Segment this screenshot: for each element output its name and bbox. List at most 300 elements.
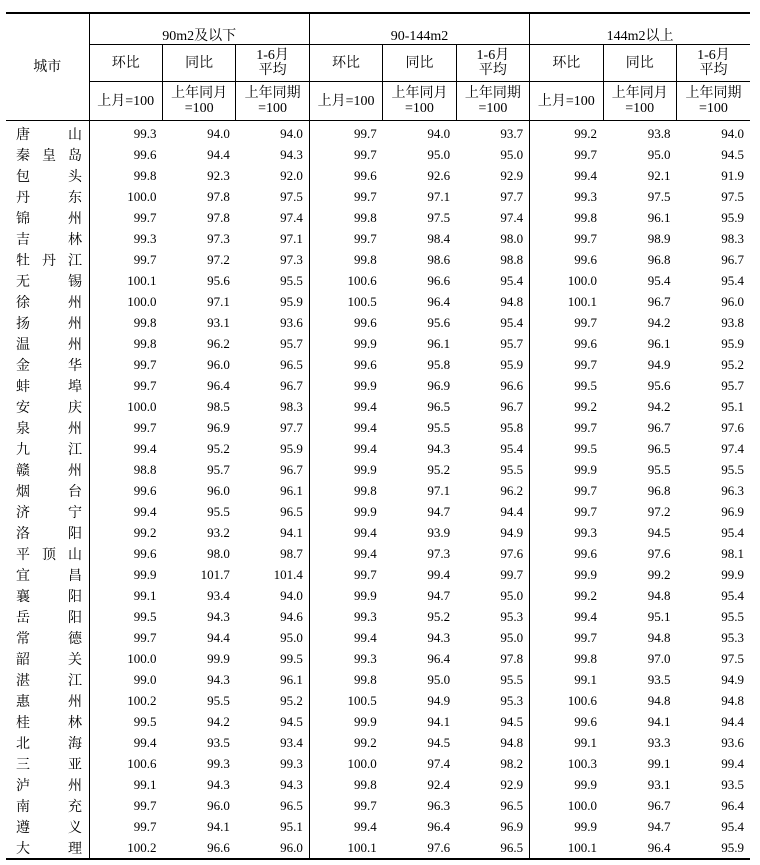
index-value-cell: 99.7 xyxy=(309,795,382,816)
index-value-cell: 99.8 xyxy=(309,207,382,228)
table-row xyxy=(6,291,750,312)
index-value-cell: 96.5 xyxy=(456,837,529,859)
index-value-cell: 95.0 xyxy=(500,146,524,162)
index-value-cell: 98.4 xyxy=(427,230,451,246)
index-value-cell: 93.8 xyxy=(647,125,671,141)
city-name: 常 德 xyxy=(16,631,82,647)
base-header-ytd-avg: 上年同期 =100 xyxy=(456,82,529,121)
sub-header-ytd-avg: 1-6月 平均 xyxy=(456,45,529,82)
index-value-cell: 99.3 xyxy=(309,648,382,669)
city-name: 温 州 xyxy=(16,337,82,353)
table-row xyxy=(6,249,750,270)
index-value-cell: 97.2 xyxy=(647,503,671,519)
index-value-cell: 99.4 xyxy=(309,438,382,459)
price-index-table-container xyxy=(6,12,750,860)
index-value-cell: 96.7 xyxy=(280,377,303,393)
index-value-cell: 98.3 xyxy=(280,398,303,414)
index-value-cell: 99.3 xyxy=(207,755,230,771)
city-cell xyxy=(6,417,89,438)
index-value-cell: 99.4 xyxy=(309,627,382,648)
index-value-cell: 94.0 xyxy=(427,125,451,141)
table-row xyxy=(6,396,750,417)
index-value-cell: 95.4 xyxy=(500,314,524,330)
index-value-cell: 99.3 xyxy=(89,228,162,249)
index-value-cell: 95.5 xyxy=(500,671,524,687)
city-cell xyxy=(6,480,89,501)
index-value-cell: 99.9 xyxy=(530,816,603,837)
index-value-cell: 94.0 xyxy=(280,125,303,141)
index-value-cell: 97.7 xyxy=(500,188,524,204)
index-value-cell: 93.4 xyxy=(207,587,230,603)
city-name: 吉 林 xyxy=(16,232,82,248)
index-value-cell: 94.8 xyxy=(500,293,524,309)
index-value-cell: 96.5 xyxy=(500,797,524,813)
index-value-cell: 100.3 xyxy=(530,753,603,774)
city-name: 泉 州 xyxy=(16,421,82,437)
index-value-cell: 95.8 xyxy=(500,419,524,435)
city-cell xyxy=(6,333,89,354)
index-value-cell: 99.7 xyxy=(89,249,162,270)
index-value-cell: 99.7 xyxy=(530,627,603,648)
index-value-cell: 99.7 xyxy=(530,354,603,375)
index-value-cell: 95.2 xyxy=(721,356,744,372)
index-value-cell: 92.3 xyxy=(207,167,230,183)
city-name: 唐 山 xyxy=(16,127,82,143)
city-name: 洛 阳 xyxy=(16,526,82,542)
city-cell xyxy=(6,228,89,249)
index-value-cell: 96.5 xyxy=(280,503,303,519)
city-name: 无 锡 xyxy=(16,274,82,290)
index-value-cell: 98.8 xyxy=(500,251,524,267)
index-value-cell: 99.4 xyxy=(89,732,162,753)
index-value-cell: 93.4 xyxy=(280,734,303,750)
city-cell xyxy=(6,690,89,711)
index-value-cell: 97.1 xyxy=(207,293,230,309)
index-value-cell: 93.6 xyxy=(280,314,303,330)
index-value-cell: 95.6 xyxy=(207,272,230,288)
index-value-cell: 96.0 xyxy=(721,293,744,309)
base-header-mom: 上月=100 xyxy=(530,82,603,121)
city-cell xyxy=(6,837,89,859)
index-value-cell: 100.5 xyxy=(309,291,382,312)
index-value-cell: 99.7 xyxy=(530,480,603,501)
city-name: 湛 江 xyxy=(16,673,82,689)
index-value-cell: 99.7 xyxy=(530,417,603,438)
index-value-cell: 98.9 xyxy=(647,230,671,246)
index-value-cell: 97.5 xyxy=(721,188,744,204)
index-value-cell: 97.1 xyxy=(280,230,303,246)
city-cell xyxy=(6,816,89,837)
index-value-cell: 94.3 xyxy=(280,776,303,792)
index-value-cell: 99.8 xyxy=(309,774,382,795)
index-value-cell: 96.1 xyxy=(647,335,671,351)
index-value-cell: 94.8 xyxy=(500,734,524,750)
index-value-cell: 99.7 xyxy=(309,144,382,165)
index-value-cell: 99.4 xyxy=(309,522,382,543)
index-value-cell: 92.0 xyxy=(280,167,303,183)
index-value-cell: 96.3 xyxy=(427,797,451,813)
index-value-cell: 95.1 xyxy=(721,398,744,414)
index-value-cell: 99.8 xyxy=(530,648,603,669)
index-value-cell: 95.4 xyxy=(721,818,744,834)
city-name: 岳 阳 xyxy=(16,610,82,626)
index-value-cell: 96.4 xyxy=(427,818,451,834)
index-value-cell: 94.5 xyxy=(280,713,303,729)
table-row xyxy=(6,333,750,354)
index-value-cell: 99.6 xyxy=(309,354,382,375)
city-cell xyxy=(6,249,89,270)
city-name: 九 江 xyxy=(16,442,82,458)
index-value-cell: 101.4 xyxy=(273,566,303,582)
index-value-cell: 93.9 xyxy=(427,524,451,540)
index-value-cell: 99.1 xyxy=(647,755,671,771)
index-value-cell: 94.4 xyxy=(207,146,230,162)
index-value-cell: 99.3 xyxy=(89,121,162,145)
index-value-cell: 99.6 xyxy=(530,543,603,564)
index-value-cell: 96.0 xyxy=(207,482,230,498)
index-value-cell: 97.7 xyxy=(280,419,303,435)
city-cell xyxy=(6,438,89,459)
index-value-cell: 99.7 xyxy=(89,375,162,396)
city-cell xyxy=(6,165,89,186)
city-name: 烟 台 xyxy=(16,484,82,500)
index-value-cell: 100.0 xyxy=(89,186,162,207)
index-value-cell: 92.6 xyxy=(427,167,451,183)
index-value-cell: 99.7 xyxy=(309,564,382,585)
index-value-cell: 94.3 xyxy=(280,146,303,162)
index-value-cell: 94.4 xyxy=(721,713,744,729)
city-cell xyxy=(6,291,89,312)
index-value-cell: 99.8 xyxy=(89,333,162,354)
table-row xyxy=(6,228,750,249)
index-value-cell: 95.1 xyxy=(280,818,303,834)
index-value-cell: 96.9 xyxy=(427,377,451,393)
index-value-cell: 97.5 xyxy=(721,650,744,666)
index-value-cell: 97.6 xyxy=(721,419,744,435)
index-value-cell: 98.3 xyxy=(721,230,744,246)
index-value-cell: 95.5 xyxy=(427,419,451,435)
city-name: 泸 州 xyxy=(16,778,82,794)
index-value-cell: 95.0 xyxy=(500,629,524,645)
index-value-cell: 100.1 xyxy=(530,837,603,859)
index-value-cell: 99.8 xyxy=(530,207,603,228)
index-value-cell: 99.7 xyxy=(309,186,382,207)
index-value-cell: 93.8 xyxy=(721,314,744,330)
index-value-cell: 94.8 xyxy=(647,692,671,708)
index-value-cell: 99.6 xyxy=(309,165,382,186)
index-value-cell: 100.6 xyxy=(309,270,382,291)
index-value-cell: 96.3 xyxy=(721,482,744,498)
index-value-cell: 91.9 xyxy=(721,167,744,183)
index-value-cell: 96.0 xyxy=(207,356,230,372)
city-name: 桂 林 xyxy=(16,715,82,731)
city-name: 南 充 xyxy=(16,799,82,815)
index-value-cell: 92.1 xyxy=(647,167,671,183)
city-cell xyxy=(6,396,89,417)
index-value-cell: 95.1 xyxy=(647,608,671,624)
index-value-cell: 99.3 xyxy=(309,606,382,627)
table-row xyxy=(6,732,750,753)
index-value-cell: 93.3 xyxy=(647,734,671,750)
index-value-cell: 94.3 xyxy=(427,629,451,645)
index-value-cell: 95.6 xyxy=(647,377,671,393)
table-row xyxy=(6,606,750,627)
city-name: 秦 皇 岛 xyxy=(16,148,82,164)
index-value-cell: 94.3 xyxy=(207,608,230,624)
index-value-cell: 96.1 xyxy=(647,209,671,225)
index-value-cell: 96.5 xyxy=(280,797,303,813)
sub-header-yoy: 同比 xyxy=(383,45,456,82)
index-value-cell: 99.8 xyxy=(309,480,382,501)
index-value-cell: 94.0 xyxy=(280,587,303,603)
city-name: 锦 州 xyxy=(16,211,82,227)
index-value-cell: 96.7 xyxy=(647,419,671,435)
index-value-cell: 99.7 xyxy=(89,354,162,375)
index-value-cell: 94.0 xyxy=(721,125,744,141)
index-value-cell: 97.4 xyxy=(500,209,524,225)
index-value-cell: 96.2 xyxy=(500,482,524,498)
index-value-cell: 100.1 xyxy=(89,270,162,291)
index-value-cell: 99.4 xyxy=(427,566,451,582)
index-value-cell: 99.9 xyxy=(207,650,230,666)
index-value-cell: 97.6 xyxy=(647,545,671,561)
sub-header-mom: 环比 xyxy=(309,45,382,82)
table-row xyxy=(6,186,750,207)
index-value-cell: 99.5 xyxy=(280,650,303,666)
index-value-cell: 94.7 xyxy=(427,587,451,603)
table-row xyxy=(6,543,750,564)
group-header-large: 144m2以上 xyxy=(530,13,750,45)
index-value-cell: 94.5 xyxy=(500,713,524,729)
index-value-cell: 95.7 xyxy=(280,335,303,351)
index-value-cell: 95.7 xyxy=(721,377,744,393)
index-value-cell: 99.6 xyxy=(530,711,603,732)
index-value-cell: 96.9 xyxy=(500,818,524,834)
index-value-cell: 100.0 xyxy=(89,648,162,669)
table-body xyxy=(6,121,750,860)
index-value-cell: 96.0 xyxy=(207,797,230,813)
table-row xyxy=(6,774,750,795)
index-value-cell: 99.9 xyxy=(309,459,382,480)
index-value-cell: 95.2 xyxy=(280,692,303,708)
city-cell xyxy=(6,312,89,333)
table-row xyxy=(6,121,750,145)
city-cell xyxy=(6,669,89,690)
index-value-cell: 99.7 xyxy=(89,795,162,816)
index-value-cell: 94.9 xyxy=(427,692,451,708)
table-row xyxy=(6,627,750,648)
index-value-cell: 99.9 xyxy=(309,711,382,732)
index-value-cell: 100.0 xyxy=(530,270,603,291)
index-value-cell: 97.1 xyxy=(427,188,451,204)
index-value-cell: 92.9 xyxy=(500,776,524,792)
city-cell xyxy=(6,354,89,375)
index-value-cell: 95.9 xyxy=(280,440,303,456)
index-value-cell: 99.9 xyxy=(530,564,603,585)
index-value-cell: 94.1 xyxy=(207,818,230,834)
index-value-cell: 92.4 xyxy=(427,776,451,792)
base-header-mom: 上月=100 xyxy=(309,82,382,121)
index-value-cell: 97.1 xyxy=(427,482,451,498)
index-value-cell: 99.6 xyxy=(309,312,382,333)
base-header-mom: 上月=100 xyxy=(89,82,162,121)
city-name: 宜 昌 xyxy=(16,568,82,584)
index-value-cell: 94.8 xyxy=(647,629,671,645)
table-row xyxy=(6,669,750,690)
city-cell xyxy=(6,270,89,291)
index-value-cell: 94.3 xyxy=(207,776,230,792)
index-value-cell: 93.5 xyxy=(721,776,744,792)
index-value-cell: 96.7 xyxy=(721,251,744,267)
city-cell xyxy=(6,543,89,564)
index-value-cell: 93.6 xyxy=(721,734,744,750)
index-value-cell: 99.7 xyxy=(89,417,162,438)
index-value-cell: 100.2 xyxy=(89,837,162,859)
city-cell xyxy=(6,144,89,165)
index-value-cell: 95.5 xyxy=(207,503,230,519)
city-cell xyxy=(6,564,89,585)
index-value-cell: 92.9 xyxy=(500,167,524,183)
index-value-cell: 100.5 xyxy=(309,690,382,711)
index-value-cell: 95.4 xyxy=(721,587,744,603)
city-cell xyxy=(6,121,89,145)
index-value-cell: 96.4 xyxy=(207,377,230,393)
index-value-cell: 99.1 xyxy=(89,774,162,795)
base-header-yoy: 上年同月 =100 xyxy=(162,82,235,121)
index-value-cell: 99.4 xyxy=(309,417,382,438)
sub-header-mom: 环比 xyxy=(530,45,603,82)
index-value-cell: 97.5 xyxy=(427,209,451,225)
index-value-cell: 96.2 xyxy=(207,335,230,351)
index-value-cell: 95.6 xyxy=(427,314,451,330)
index-value-cell: 97.3 xyxy=(207,230,230,246)
sub-header-yoy: 同比 xyxy=(603,45,676,82)
index-value-cell: 95.7 xyxy=(207,461,230,477)
city-cell xyxy=(6,627,89,648)
table-row xyxy=(6,459,750,480)
table-row xyxy=(6,312,750,333)
city-column-header: 城市 xyxy=(6,13,89,121)
index-value-cell: 100.0 xyxy=(530,795,603,816)
index-value-cell: 97.4 xyxy=(280,209,303,225)
index-value-cell: 94.4 xyxy=(207,629,230,645)
city-name: 金 华 xyxy=(16,358,82,374)
index-value-cell: 96.7 xyxy=(647,797,671,813)
city-name: 徐 州 xyxy=(16,295,82,311)
table-row xyxy=(6,690,750,711)
index-value-cell: 96.0 xyxy=(236,837,309,859)
index-value-cell: 99.5 xyxy=(89,711,162,732)
city-name: 韶 关 xyxy=(16,652,82,668)
city-cell xyxy=(6,648,89,669)
index-value-cell: 99.6 xyxy=(89,144,162,165)
index-value-cell: 96.5 xyxy=(647,440,671,456)
index-value-cell: 100.1 xyxy=(309,837,382,859)
index-value-cell: 99.9 xyxy=(309,585,382,606)
table-row xyxy=(6,564,750,585)
index-value-cell: 96.9 xyxy=(207,419,230,435)
index-value-cell: 97.4 xyxy=(427,755,451,771)
city-name: 三 亚 xyxy=(16,757,82,773)
index-value-cell: 97.6 xyxy=(500,545,524,561)
table-row xyxy=(6,648,750,669)
index-value-cell: 99.4 xyxy=(309,816,382,837)
index-value-cell: 95.9 xyxy=(500,356,524,372)
table-row xyxy=(6,585,750,606)
index-value-cell: 94.3 xyxy=(427,440,451,456)
city-name: 赣 州 xyxy=(16,463,82,479)
table-row xyxy=(6,438,750,459)
sub-header-yoy: 同比 xyxy=(162,45,235,82)
index-value-cell: 99.3 xyxy=(530,186,603,207)
index-value-cell: 95.0 xyxy=(280,629,303,645)
index-value-cell: 95.4 xyxy=(721,272,744,288)
index-value-cell: 95.4 xyxy=(647,272,671,288)
index-value-cell: 99.9 xyxy=(309,333,382,354)
index-value-cell: 95.5 xyxy=(647,461,671,477)
index-value-cell: 94.0 xyxy=(207,125,230,141)
city-name: 扬 州 xyxy=(16,316,82,332)
index-value-cell: 99.6 xyxy=(530,333,603,354)
index-value-cell: 95.2 xyxy=(427,608,451,624)
index-value-cell: 95.5 xyxy=(721,461,744,477)
index-value-cell: 99.2 xyxy=(530,585,603,606)
index-value-cell: 97.4 xyxy=(721,440,744,456)
index-value-cell: 99.4 xyxy=(309,396,382,417)
sub-header-mom: 环比 xyxy=(89,45,162,82)
index-value-cell: 99.4 xyxy=(89,501,162,522)
index-value-cell: 93.5 xyxy=(647,671,671,687)
index-value-cell: 94.1 xyxy=(427,713,451,729)
table-row xyxy=(6,354,750,375)
index-value-cell: 96.4 xyxy=(427,293,451,309)
index-value-cell: 95.9 xyxy=(721,335,744,351)
index-value-cell: 99.9 xyxy=(89,564,162,585)
index-value-cell: 98.0 xyxy=(500,230,524,246)
index-value-cell: 100.0 xyxy=(89,291,162,312)
index-value-cell: 99.4 xyxy=(309,543,382,564)
index-value-cell: 99.3 xyxy=(530,522,603,543)
index-value-cell: 95.4 xyxy=(500,440,524,456)
index-value-cell: 95.4 xyxy=(721,524,744,540)
index-value-cell: 99.1 xyxy=(89,585,162,606)
index-value-cell: 94.3 xyxy=(207,671,230,687)
index-value-cell: 97.5 xyxy=(647,188,671,204)
city-cell xyxy=(6,753,89,774)
index-value-cell: 95.0 xyxy=(427,671,451,687)
index-value-cell: 99.4 xyxy=(89,438,162,459)
index-value-cell: 97.6 xyxy=(383,837,456,859)
index-value-cell: 95.3 xyxy=(500,692,524,708)
index-value-cell: 96.8 xyxy=(647,482,671,498)
index-value-cell: 95.0 xyxy=(427,146,451,162)
index-value-cell: 96.1 xyxy=(280,671,303,687)
table-row xyxy=(6,144,750,165)
index-value-cell: 94.9 xyxy=(721,671,744,687)
index-value-cell: 95.5 xyxy=(500,461,524,477)
index-value-cell: 97.8 xyxy=(207,209,230,225)
index-value-cell: 94.5 xyxy=(647,524,671,540)
table-row xyxy=(6,417,750,438)
index-value-cell: 99.1 xyxy=(530,669,603,690)
city-cell xyxy=(6,501,89,522)
index-value-cell: 98.1 xyxy=(721,545,744,561)
index-value-cell: 95.9 xyxy=(676,837,750,859)
index-value-cell: 96.7 xyxy=(500,398,524,414)
index-value-cell: 94.9 xyxy=(500,524,524,540)
index-value-cell: 99.2 xyxy=(89,522,162,543)
index-value-cell: 95.2 xyxy=(427,461,451,477)
